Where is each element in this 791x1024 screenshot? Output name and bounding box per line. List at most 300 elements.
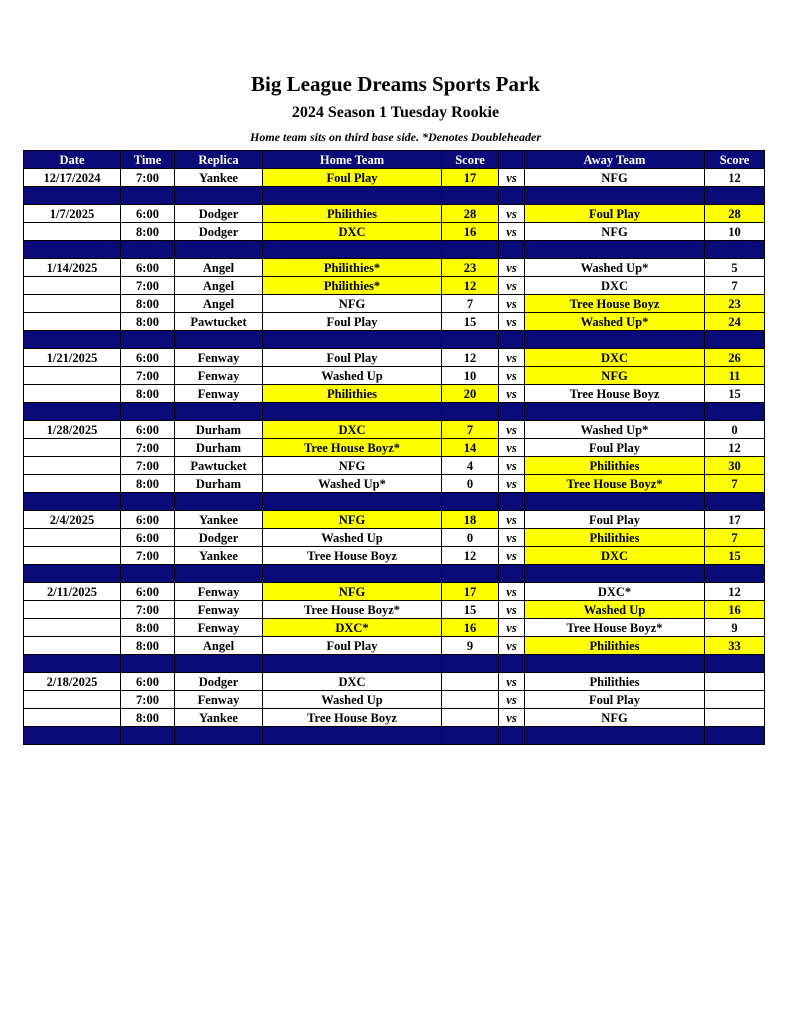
game-time: 7:00 [121,169,175,187]
separator-cell [499,493,525,511]
away-team: Foul Play [525,205,705,223]
away-score: 12 [705,439,765,457]
separator-cell [705,565,765,583]
home-score [442,709,499,727]
vs-label: vs [499,583,525,601]
week-separator [24,187,765,205]
game-date [24,709,121,727]
separator-cell [24,565,121,583]
game-date [24,457,121,475]
game-time: 6:00 [121,583,175,601]
home-team: Philithies [263,385,442,403]
col-header-away-team: Away Team [525,151,705,169]
separator-cell [499,331,525,349]
game-time: 6:00 [121,511,175,529]
week-separator [24,241,765,259]
away-score: 15 [705,547,765,565]
separator-cell [121,187,175,205]
separator-cell [525,727,705,745]
away-score: 24 [705,313,765,331]
separator-cell [525,655,705,673]
game-replica: Fenway [175,601,263,619]
game-time: 6:00 [121,529,175,547]
game-row [24,709,765,727]
home-team: DXC [263,673,442,691]
home-score: 16 [442,223,499,241]
away-team: Tree House Boyz [525,295,705,313]
game-replica: Pawtucket [175,457,263,475]
home-score: 0 [442,529,499,547]
away-score: 16 [705,601,765,619]
vs-label: vs [499,619,525,637]
away-team: NFG [525,709,705,727]
away-team: Foul Play [525,691,705,709]
vs-label: vs [499,439,525,457]
home-team: Tree House Boyz [263,547,442,565]
game-row [24,475,765,493]
game-row [24,277,765,295]
away-score: 15 [705,385,765,403]
game-row [24,295,765,313]
separator-cell [121,403,175,421]
home-team: Philithies* [263,259,442,277]
game-replica: Dodger [175,673,263,691]
away-score [705,673,765,691]
separator-cell [121,331,175,349]
game-replica: Yankee [175,169,263,187]
game-replica: Fenway [175,691,263,709]
separator-cell [263,727,442,745]
game-time: 6:00 [121,349,175,367]
separator-cell [705,241,765,259]
away-score: 30 [705,457,765,475]
schedule-body [24,169,765,745]
separator-cell [499,403,525,421]
game-time: 6:00 [121,205,175,223]
away-score: 28 [705,205,765,223]
page-title: Big League Dreams Sports Park [251,72,540,96]
game-time: 7:00 [121,601,175,619]
away-team: Washed Up* [525,313,705,331]
home-team: Philithies [263,205,442,223]
home-score: 15 [442,601,499,619]
game-row [24,313,765,331]
game-row [24,349,765,367]
separator-cell [24,241,121,259]
away-score [705,709,765,727]
vs-label: vs [499,277,525,295]
away-score: 5 [705,259,765,277]
home-team: NFG [263,583,442,601]
game-time: 8:00 [121,295,175,313]
separator-cell [525,403,705,421]
separator-cell [442,655,499,673]
away-team: NFG [525,223,705,241]
separator-cell [175,493,263,511]
vs-label: vs [499,421,525,439]
game-time: 8:00 [121,619,175,637]
separator-cell [175,187,263,205]
game-date [24,475,121,493]
game-row [24,601,765,619]
game-replica: Fenway [175,583,263,601]
separator-cell [175,403,263,421]
game-date [24,295,121,313]
away-score: 7 [705,475,765,493]
vs-label: vs [499,691,525,709]
vs-label: vs [499,475,525,493]
vs-label: vs [499,223,525,241]
away-score: 12 [705,583,765,601]
game-replica: Fenway [175,349,263,367]
home-team: DXC [263,421,442,439]
home-score [442,673,499,691]
separator-cell [175,727,263,745]
week-separator [24,727,765,745]
vs-label: vs [499,529,525,547]
game-replica: Dodger [175,205,263,223]
separator-cell [175,565,263,583]
page-subtitle: 2024 Season 1 Tuesday Rookie [291,104,500,121]
home-score: 17 [442,583,499,601]
week-separator [24,565,765,583]
home-team: NFG [263,295,442,313]
away-score: 7 [705,277,765,295]
away-team: Philithies [525,637,705,655]
game-date [24,223,121,241]
home-team: Philithies* [263,277,442,295]
home-score: 20 [442,385,499,403]
game-replica: Angel [175,277,263,295]
game-date: 2/4/2025 [24,511,121,529]
away-team: Philithies [525,673,705,691]
separator-cell [175,241,263,259]
vs-label: vs [499,511,525,529]
game-replica: Angel [175,295,263,313]
game-row [24,169,765,187]
away-team: DXC [525,277,705,295]
separator-cell [442,493,499,511]
vs-label: vs [499,313,525,331]
away-score: 10 [705,223,765,241]
vs-label: vs [499,673,525,691]
game-row [24,547,765,565]
home-team: Tree House Boyz* [263,601,442,619]
game-row [24,223,765,241]
game-row [24,385,765,403]
separator-cell [263,493,442,511]
vs-label: vs [499,637,525,655]
game-time: 8:00 [121,475,175,493]
home-score: 9 [442,637,499,655]
separator-cell [442,727,499,745]
col-header-date: Date [24,151,121,169]
separator-cell [499,727,525,745]
vs-label: vs [499,547,525,565]
header-row [24,151,765,169]
home-team: DXC* [263,619,442,637]
separator-cell [175,655,263,673]
col-header-time: Time [121,151,175,169]
game-date [24,439,121,457]
separator-cell [24,331,121,349]
game-date [24,601,121,619]
separator-cell [705,331,765,349]
game-row [24,367,765,385]
game-date [24,691,121,709]
home-team: Tree House Boyz [263,709,442,727]
separator-cell [121,655,175,673]
game-replica: Dodger [175,529,263,547]
separator-cell [121,565,175,583]
away-team: Tree House Boyz [525,385,705,403]
away-score [705,691,765,709]
separator-cell [24,655,121,673]
separator-cell [705,493,765,511]
away-score: 7 [705,529,765,547]
game-time: 8:00 [121,637,175,655]
game-time: 7:00 [121,691,175,709]
game-date: 2/18/2025 [24,673,121,691]
vs-label: vs [499,205,525,223]
vs-label: vs [499,169,525,187]
separator-cell [442,403,499,421]
separator-cell [442,187,499,205]
separator-cell [705,187,765,205]
game-date: 12/17/2024 [24,169,121,187]
vs-label: vs [499,601,525,619]
away-score: 17 [705,511,765,529]
game-time: 7:00 [121,547,175,565]
home-score: 14 [442,439,499,457]
away-team: NFG [525,367,705,385]
away-team: Washed Up* [525,421,705,439]
game-row [24,439,765,457]
game-time: 7:00 [121,367,175,385]
game-row [24,457,765,475]
vs-label: vs [499,385,525,403]
separator-cell [442,331,499,349]
game-row [24,259,765,277]
col-header-home-team: Home Team [263,151,442,169]
home-score: 28 [442,205,499,223]
separator-cell [175,331,263,349]
col-header-home-score: Score [442,151,499,169]
home-score: 12 [442,349,499,367]
away-team: DXC [525,349,705,367]
separator-cell [442,241,499,259]
home-score: 7 [442,295,499,313]
separator-cell [499,655,525,673]
vs-label: vs [499,349,525,367]
away-team: Philithies [525,529,705,547]
game-row [24,637,765,655]
separator-cell [499,187,525,205]
game-replica: Durham [175,421,263,439]
home-team: Washed Up [263,529,442,547]
home-team: Foul Play [263,313,442,331]
game-time: 6:00 [121,421,175,439]
away-score: 11 [705,367,765,385]
game-date [24,637,121,655]
game-row [24,691,765,709]
home-team: Foul Play [263,637,442,655]
home-score: 7 [442,421,499,439]
game-row [24,619,765,637]
away-team: Tree House Boyz* [525,475,705,493]
game-replica: Yankee [175,511,263,529]
game-row [24,673,765,691]
separator-cell [705,727,765,745]
separator-cell [121,727,175,745]
game-date [24,385,121,403]
game-date: 1/14/2025 [24,259,121,277]
away-score: 0 [705,421,765,439]
game-time: 8:00 [121,313,175,331]
separator-cell [263,241,442,259]
home-score: 12 [442,277,499,295]
game-time: 8:00 [121,223,175,241]
vs-label: vs [499,259,525,277]
game-time: 7:00 [121,277,175,295]
game-date [24,547,121,565]
game-date: 1/28/2025 [24,421,121,439]
away-team: Foul Play [525,511,705,529]
vs-label: vs [499,367,525,385]
game-row [24,529,765,547]
col-header-vs [499,151,525,169]
game-date [24,619,121,637]
home-score: 17 [442,169,499,187]
home-score: 4 [442,457,499,475]
separator-cell [24,187,121,205]
game-time: 8:00 [121,385,175,403]
away-score: 33 [705,637,765,655]
away-team: Washed Up* [525,259,705,277]
away-score: 23 [705,295,765,313]
separator-cell [442,565,499,583]
home-score: 10 [442,367,499,385]
separator-cell [24,727,121,745]
separator-cell [525,187,705,205]
page-note: Home team sits on third base side. *Denotes Doubleheader [250,130,541,144]
away-team: NFG [525,169,705,187]
separator-cell [705,403,765,421]
game-date [24,367,121,385]
vs-label: vs [499,295,525,313]
separator-cell [121,241,175,259]
game-date: 1/7/2025 [24,205,121,223]
game-date [24,313,121,331]
game-date: 1/21/2025 [24,349,121,367]
away-score: 12 [705,169,765,187]
game-replica: Pawtucket [175,313,263,331]
game-replica: Durham [175,475,263,493]
away-score: 9 [705,619,765,637]
game-row [24,583,765,601]
game-replica: Fenway [175,619,263,637]
game-replica: Yankee [175,547,263,565]
separator-cell [525,565,705,583]
home-team: Foul Play [263,349,442,367]
game-time: 7:00 [121,439,175,457]
away-team: Philithies [525,457,705,475]
home-score [442,691,499,709]
home-team: DXC [263,223,442,241]
game-time: 6:00 [121,259,175,277]
separator-cell [499,241,525,259]
game-replica: Yankee [175,709,263,727]
vs-label: vs [499,709,525,727]
game-row [24,205,765,223]
home-team: NFG [263,457,442,475]
game-time: 7:00 [121,457,175,475]
separator-cell [525,493,705,511]
col-header-replica: Replica [175,151,263,169]
home-score: 0 [442,475,499,493]
game-row [24,511,765,529]
game-replica: Angel [175,259,263,277]
schedule-table [23,150,765,745]
week-separator [24,493,765,511]
separator-cell [263,655,442,673]
game-time: 8:00 [121,709,175,727]
game-replica: Durham [175,439,263,457]
home-team: Washed Up [263,367,442,385]
away-team: Tree House Boyz* [525,619,705,637]
away-team: DXC* [525,583,705,601]
home-score: 18 [442,511,499,529]
home-score: 12 [442,547,499,565]
home-team: Foul Play [263,169,442,187]
game-replica: Fenway [175,385,263,403]
game-date [24,529,121,547]
separator-cell [263,565,442,583]
vs-label: vs [499,457,525,475]
game-date [24,277,121,295]
separator-cell [263,187,442,205]
home-score: 16 [442,619,499,637]
away-team: Washed Up [525,601,705,619]
separator-cell [121,493,175,511]
home-team: Tree House Boyz* [263,439,442,457]
game-row [24,421,765,439]
game-replica: Angel [175,637,263,655]
separator-cell [705,655,765,673]
separator-cell [525,331,705,349]
week-separator [24,403,765,421]
game-date: 2/11/2025 [24,583,121,601]
separator-cell [263,403,442,421]
col-header-away-score: Score [705,151,765,169]
separator-cell [24,493,121,511]
away-score: 26 [705,349,765,367]
game-time: 6:00 [121,673,175,691]
separator-cell [24,403,121,421]
game-replica: Dodger [175,223,263,241]
home-score: 15 [442,313,499,331]
week-separator [24,331,765,349]
week-separator [24,655,765,673]
home-score: 23 [442,259,499,277]
home-team: Washed Up* [263,475,442,493]
away-team: DXC [525,547,705,565]
separator-cell [499,565,525,583]
away-team: Foul Play [525,439,705,457]
game-replica: Fenway [175,367,263,385]
separator-cell [263,331,442,349]
home-team: NFG [263,511,442,529]
